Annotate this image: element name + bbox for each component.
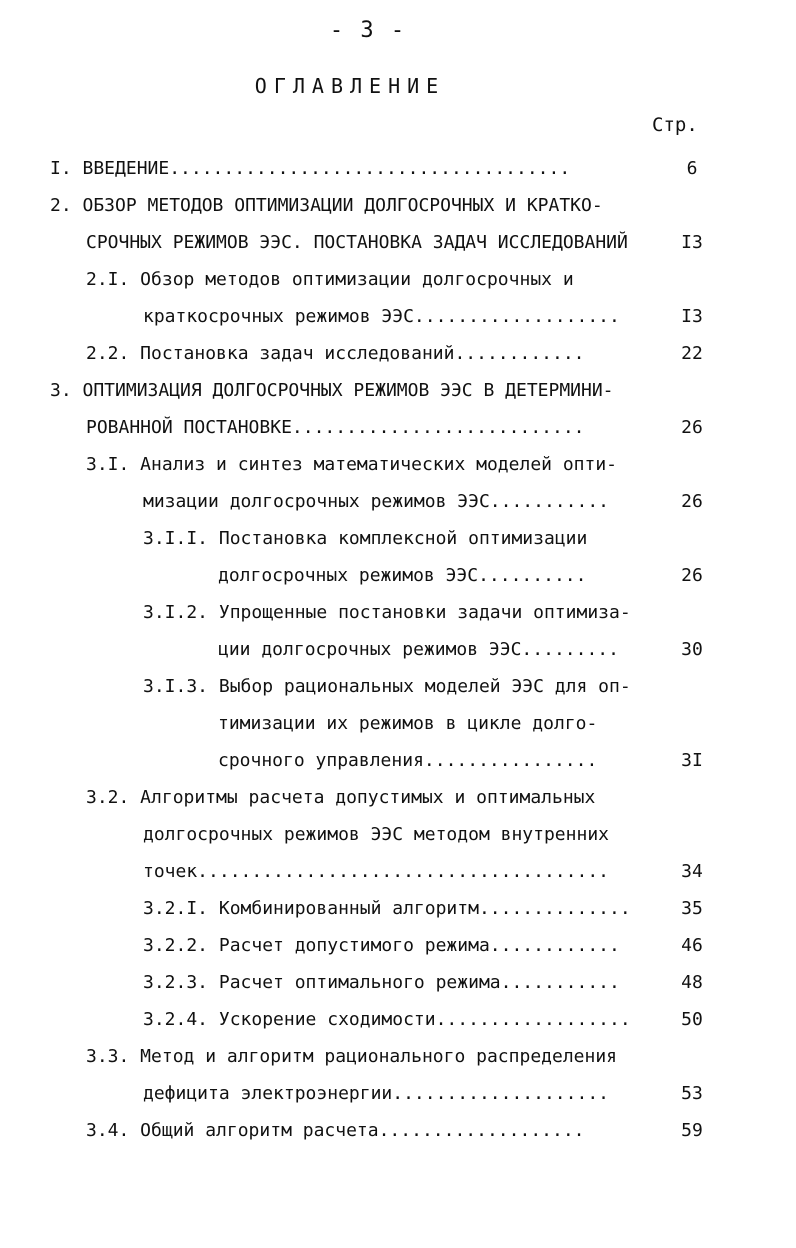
toc-entry-text: 3.2.I. Комбинированный алгоритм..............	[143, 898, 631, 919]
toc-entry-text: точек......................................	[143, 861, 609, 882]
toc-entry-text: 3.2. Алгоритмы расчета допустимых и оптимальных	[86, 787, 596, 808]
toc-entry-text: 3.I.3. Выбор рациональных моделей ЭЭС для оп-	[143, 676, 631, 697]
toc-entry-text: I. ВВЕДЕНИЕ.....................................	[50, 158, 571, 179]
page-column-header: Стр.	[652, 114, 698, 136]
toc-entry-text: РОВАННОЙ ПОСТАНОВКЕ...........................	[86, 417, 585, 438]
toc-entry-text: мизации долгосрочных режимов ЭЭС...........	[143, 491, 609, 512]
toc-entry-page: 35	[681, 898, 703, 919]
toc-entry-text: ции долгосрочных режимов ЭЭС.........	[218, 639, 619, 660]
toc-entry-text: долгосрочных режимов ЭЭС методом внутренних	[143, 824, 609, 845]
toc-entry-text: долгосрочных режимов ЭЭС..........	[218, 565, 587, 586]
toc-entry-text: 3.I.2. Упрощенные постановки задачи оптимиза-	[143, 602, 631, 623]
toc-entry-page: 26	[681, 565, 703, 586]
toc-entry-page: 59	[681, 1120, 703, 1141]
toc-entry-text: дефицита электроэнергии....................	[143, 1083, 609, 1104]
toc-entry-text: 3.2.3. Расчет оптимального режима...........	[143, 972, 620, 993]
toc-entry-page: 48	[681, 972, 703, 993]
toc-entry-page: 46	[681, 935, 703, 956]
toc-entry-page: I3	[681, 232, 703, 253]
page-number: - 3 -	[329, 18, 407, 43]
toc-entry-page: 26	[681, 491, 703, 512]
toc-entry-text: 3. ОПТИМИЗАЦИЯ ДОЛГОСРОЧНЫХ РЕЖИМОВ ЭЭС В ДЕТЕРМИНИ-	[50, 380, 614, 401]
toc-entry-text: 2.I. Обзор методов оптимизации долгосрочных и	[86, 269, 574, 290]
toc-entry-page: 6	[686, 158, 698, 179]
toc-entry-text: 3.4. Общий алгоритм расчета...................	[86, 1120, 585, 1141]
toc-entry-page: 34	[681, 861, 703, 882]
toc-entry-text: тимизации их режимов в цикле долго-	[218, 713, 598, 734]
toc-entry-text: 3.3. Метод и алгоритм рационального распределения	[86, 1046, 618, 1067]
toc-entry-page: 22	[681, 343, 703, 364]
document-title: ОГЛАВЛЕНИЕ	[254, 74, 446, 98]
toc-entry-page: 50	[681, 1009, 703, 1030]
toc-entry-page: 26	[681, 417, 703, 438]
toc-entry-page: I3	[681, 306, 703, 327]
toc-entry-page: 3I	[681, 750, 703, 771]
toc-entry-text: 3.2.2. Расчет допустимого режима............	[143, 935, 620, 956]
toc-entry-text: СРОЧНЫХ РЕЖИМОВ ЭЭС. ПОСТАНОВКА ЗАДАЧ ИССЛЕДОВАНИЙ	[86, 232, 628, 253]
toc-entry-text: 3.2.4. Ускорение сходимости..................	[143, 1009, 631, 1030]
toc-entry-text: 3.I.I. Постановка комплексной оптимизации	[143, 528, 588, 549]
toc-entry-text: 3.I. Анализ и синтез математических моделей опти-	[86, 454, 618, 475]
toc-entry-page: 53	[681, 1083, 703, 1104]
toc-entry-text: 2.2. Постановка задач исследований............	[86, 343, 585, 364]
toc-entry-text: 2. ОБЗОР МЕТОДОВ ОПТИМИЗАЦИИ ДОЛГОСРОЧНЫХ И КРАТКО-	[50, 195, 603, 216]
toc-entry-page: 30	[681, 639, 703, 660]
toc-entry-text: краткосрочных режимов ЭЭС...................	[143, 306, 620, 327]
toc-entry-text: срочного управления................	[218, 750, 598, 771]
